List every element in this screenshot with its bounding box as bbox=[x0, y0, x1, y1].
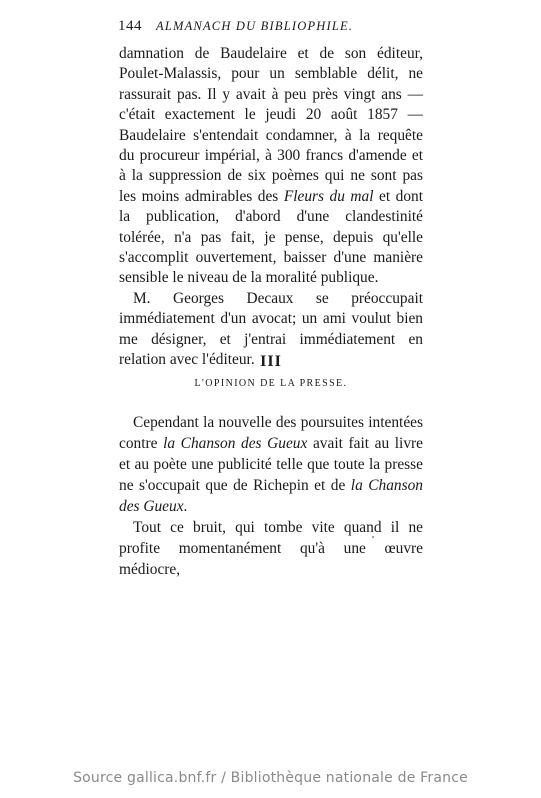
paragraph-text: damnation de Baudelaire et de son éditeur, Poulet-Malassis, pour un semblable délit, ne rassurait pas. Il y avait à peu près vingt ans — c'était exactement le jeudi 20 août 1857 — Baudelaire s'entendait condamner, à la requête du procureur impérial, à 300 francs d'amende et à la suppression de six poèmes qui ne sont pas les moins admirables des bbox=[119, 45, 423, 205]
paragraph-bruit: Tout ce bruit, qui tombe vite quand il ne profite momentanément qu'à une œuvre médiocre, bbox=[119, 519, 423, 578]
body-text-top bbox=[119, 44, 423, 371]
paragraph-text: et dont la publication, d'abord d'une clandestinité tolérée, n'a pas fait, je pense, depuis qu'elle s'accomplit ouvertement, baisser d'une manière sensible le niveau de la moralité publique. bbox=[119, 187, 423, 287]
page-number: 144 bbox=[118, 18, 142, 34]
running-header bbox=[118, 18, 418, 35]
italic-title: la Chanson des Gueux bbox=[163, 435, 308, 452]
paragraph-text: . bbox=[183, 498, 188, 515]
source-footer: Source gallica.bnf.fr / Bibliothèque nationale de France bbox=[73, 770, 468, 786]
section-number: III bbox=[260, 353, 282, 370]
paragraph-decaux: M. Georges Decaux se préoccupait immédiatement d'un avocat; un ami voulut bien me désigner, et j'entrai immédiatement en relation avec l'éditeur. bbox=[119, 289, 423, 369]
italic-title: Fleurs du mal bbox=[283, 187, 374, 205]
running-title: ALMANACH DU BIBLIOPHILE. bbox=[156, 19, 354, 33]
body-text-bottom bbox=[119, 412, 423, 580]
italic-title: la Chanson des Gueux bbox=[119, 477, 423, 515]
paragraph-cependant bbox=[119, 412, 423, 517]
section-title: L'OPINION DE LA PRESSE. bbox=[194, 378, 348, 389]
paragraph-text: Cependant la nouvelle des poursuites intentées contre bbox=[119, 414, 423, 452]
paragraph-baudelaire bbox=[119, 44, 423, 289]
paragraph-text: avait fait au livre et au poète une publicité telle que toute la presse ne s'occupait que de Richepin et de bbox=[119, 435, 423, 494]
ink-speck bbox=[372, 536, 374, 538]
